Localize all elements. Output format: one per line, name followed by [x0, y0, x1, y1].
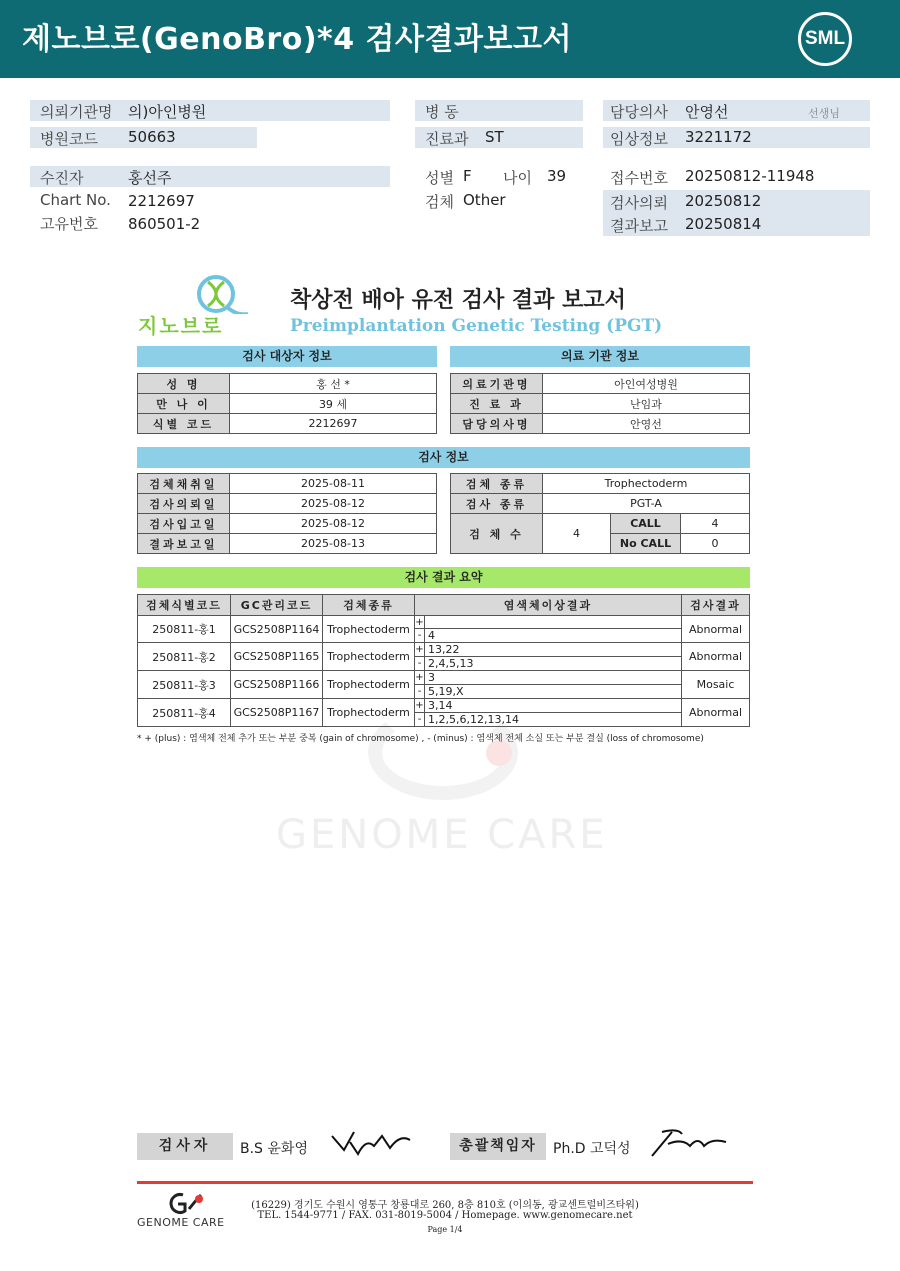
- date-value: 2025-08-11: [230, 474, 437, 494]
- footer-contact: TEL. 1544-9771 / FAX. 031-8019-5004 / Homepage. www.genomecare.net: [257, 1210, 633, 1221]
- sample-type: Trophectoderm: [323, 699, 415, 727]
- table-row: [138, 374, 437, 394]
- dna-icon: [138, 274, 258, 314]
- specimen-count: 4: [543, 514, 611, 554]
- age-label: 나이: [503, 169, 532, 187]
- call-label: CALL: [611, 514, 681, 534]
- doctor-suffix: 선생님: [808, 107, 840, 120]
- table-row: [138, 699, 750, 713]
- institution-label: 진 료 과: [451, 394, 543, 414]
- plus-sign: +: [415, 616, 424, 628]
- test-result: Abnormal: [682, 643, 750, 671]
- age: 39: [547, 167, 567, 185]
- department-label: 진료과: [425, 130, 469, 148]
- table-row: [451, 414, 750, 434]
- loss-chromosomes: 2,4,5,13: [425, 657, 682, 671]
- date-label: 검체채취일: [138, 474, 230, 494]
- gain-chromosomes: 3: [425, 671, 682, 685]
- genobro-logo-word: 지노브로: [138, 314, 224, 338]
- sml-logo: [798, 12, 852, 66]
- plus-sign: +: [415, 644, 424, 655]
- subject-value: 홍 선 *: [230, 374, 437, 394]
- report-header: [0, 0, 900, 78]
- result-report: 20250814: [685, 215, 762, 233]
- patient-name: 홍선주: [128, 169, 172, 187]
- tester-name: B.S 윤화영: [240, 1141, 308, 1157]
- test-request-label: 검사의뢰: [610, 194, 668, 212]
- subject-value: 39 세: [230, 394, 437, 414]
- gain-chromosomes: 13,22: [425, 643, 682, 657]
- institution-label: 담당의사명: [451, 414, 543, 434]
- specimen-type: Trophectoderm: [543, 474, 750, 494]
- watermark-text: GENOME CARE: [276, 812, 608, 858]
- specimen-type-label: 검체 종류: [451, 474, 543, 494]
- page-title: 제노브로(GenoBro)*4 검사결과보고서: [22, 22, 572, 57]
- ward-label: 병 동: [425, 103, 459, 121]
- table-row: [138, 414, 437, 434]
- gc-code: GCS2508P1167: [231, 699, 323, 727]
- footnote: * + (plus) : 염색체 전체 추가 또는 부분 중복 (gain of chromosome) , - (minus) : 염색체 전체 소실 또는 부분 결실 (loss of chromosome): [137, 734, 704, 744]
- date-value: 2025-08-12: [230, 514, 437, 534]
- unique-no: 860501-2: [128, 215, 201, 233]
- subject-label: 식별 코드: [138, 414, 230, 434]
- table-row: [451, 394, 750, 414]
- hospital-code-label: 병원코드: [40, 130, 98, 148]
- date-value: 2025-08-12: [230, 494, 437, 514]
- subject-section-header: 검사 대상자 정보: [137, 346, 437, 367]
- test-type-label: 검사 종류: [451, 494, 543, 514]
- chart-no: 2212697: [128, 192, 195, 210]
- department: ST: [485, 128, 504, 146]
- gc-code: GCS2508P1164: [231, 616, 323, 643]
- sample-id: 250811-홍2: [138, 643, 231, 671]
- genobro-logo: [138, 274, 258, 336]
- table-row: [451, 514, 750, 534]
- plus-sign: +: [415, 700, 424, 711]
- test-section-header: 검사 정보: [137, 447, 750, 468]
- minus-sign: -: [415, 685, 425, 699]
- test-dates-table: [137, 473, 437, 554]
- sample-id: 250811-홍4: [138, 699, 231, 727]
- call-value: 4: [681, 514, 750, 534]
- gc-code: GCS2508P1165: [231, 643, 323, 671]
- minus-sign: -: [415, 657, 425, 671]
- tester-label: 검사자: [137, 1133, 233, 1160]
- column-header: GC관리코드: [231, 595, 323, 616]
- institution-value: 아인여성병원: [543, 374, 750, 394]
- minus-sign: -: [415, 713, 425, 727]
- sample-id: 250811-홍3: [138, 671, 231, 699]
- test-type: PGT-A: [543, 494, 750, 514]
- sex: F: [463, 167, 472, 185]
- hospital-code: 50663: [128, 128, 176, 146]
- subject-table: [137, 373, 437, 434]
- loss-chromosomes: 1,2,5,6,12,13,14: [425, 713, 682, 727]
- summary-section-header: 검사 결과 요약: [137, 567, 750, 588]
- table-row: [138, 474, 437, 494]
- report-subtitle: Preimplantation Genetic Testing (PGT): [290, 316, 663, 336]
- institution-value: 안영선: [543, 414, 750, 434]
- institution-table: [450, 373, 750, 434]
- requesting-institution-label: 의뢰기관명: [40, 103, 113, 121]
- sample-id: 250811-홍1: [138, 616, 231, 643]
- test-info-table: [450, 473, 750, 554]
- unique-no-label: 고유번호: [40, 215, 98, 233]
- clinical-info: 3221172: [685, 128, 752, 146]
- test-result: Abnormal: [682, 699, 750, 727]
- date-label: 결과보고일: [138, 534, 230, 554]
- gain-chromosomes: [425, 616, 682, 629]
- gc-code: GCS2508P1166: [231, 671, 323, 699]
- loss-chromosomes: 5,19,X: [425, 685, 682, 699]
- report-title: 착상전 배아 유전 검사 결과 보고서: [290, 288, 626, 313]
- director-signature-icon: [648, 1124, 730, 1160]
- sex-label: 성별: [425, 169, 454, 187]
- tester-signature-icon: [330, 1128, 412, 1160]
- test-request: 20250812: [685, 192, 762, 210]
- doctor: 안영선: [685, 103, 729, 121]
- nocall-value: 0: [681, 534, 750, 554]
- specimen-count-label: 검 체 수: [451, 514, 543, 554]
- table-header-row: [138, 595, 750, 616]
- result-report-label: 결과보고: [610, 217, 668, 235]
- table-row: [451, 374, 750, 394]
- date-value: 2025-08-13: [230, 534, 437, 554]
- subject-label: 성 명: [138, 374, 230, 394]
- table-row: [451, 474, 750, 494]
- table-row: [138, 616, 750, 629]
- doctor-label: 담당의사: [610, 103, 668, 121]
- specimen: Other: [463, 191, 506, 209]
- receipt-no: 20250812-11948: [685, 167, 815, 185]
- sample-type: Trophectoderm: [323, 671, 415, 699]
- table-row: [138, 643, 750, 657]
- info-bar: [30, 166, 390, 187]
- test-result: Mosaic: [682, 671, 750, 699]
- minus-sign: -: [415, 629, 425, 643]
- table-row: [451, 494, 750, 514]
- director-label: 총괄책임자: [450, 1133, 546, 1160]
- nocall-label: No CALL: [611, 534, 681, 554]
- table-row: [138, 394, 437, 414]
- loss-chromosomes: 4: [425, 629, 682, 643]
- requesting-institution: 의)아인병원: [128, 103, 207, 121]
- subject-value: 2212697: [230, 414, 437, 434]
- column-header: 검체종류: [323, 595, 415, 616]
- institution-value: 난임과: [543, 394, 750, 414]
- clinical-info-label: 임상정보: [610, 130, 668, 148]
- table-row: [138, 671, 750, 685]
- plus-sign: +: [415, 672, 424, 683]
- table-row: [138, 494, 437, 514]
- subject-label: 만 나 이: [138, 394, 230, 414]
- column-header: 검사결과: [682, 595, 750, 616]
- column-header: 염색체이상결과: [415, 595, 682, 616]
- institution-section-header: 의료 기관 정보: [450, 346, 750, 367]
- date-label: 검사의뢰일: [138, 494, 230, 514]
- footer-address: (16229) 경기도 수원시 영통구 창룡대로 260, 8층 810호 (이의동, 광교센트럴비즈타워): [251, 1200, 639, 1211]
- patient-label: 수진자: [40, 169, 84, 187]
- page-number: Page 1/4: [427, 1225, 463, 1234]
- sml-logo-text: SML: [804, 28, 846, 49]
- receipt-no-label: 접수번호: [610, 169, 668, 187]
- test-result: Abnormal: [682, 616, 750, 643]
- specimen-label: 검체: [425, 193, 454, 211]
- institution-label: 의료기관명: [451, 374, 543, 394]
- footer-divider: [137, 1181, 753, 1184]
- gain-chromosomes: 3,14: [425, 699, 682, 713]
- table-row: [138, 534, 437, 554]
- summary-table: [137, 594, 750, 727]
- table-row: [138, 514, 437, 534]
- sample-type: Trophectoderm: [323, 616, 415, 643]
- date-label: 검사입고일: [138, 514, 230, 534]
- chart-no-label: Chart No.: [40, 191, 111, 209]
- genome-care-text: GENOME CARE: [137, 1216, 225, 1229]
- sample-type: Trophectoderm: [323, 643, 415, 671]
- column-header: 검체식별코드: [138, 595, 231, 616]
- director-name: Ph.D 고덕성: [553, 1141, 631, 1157]
